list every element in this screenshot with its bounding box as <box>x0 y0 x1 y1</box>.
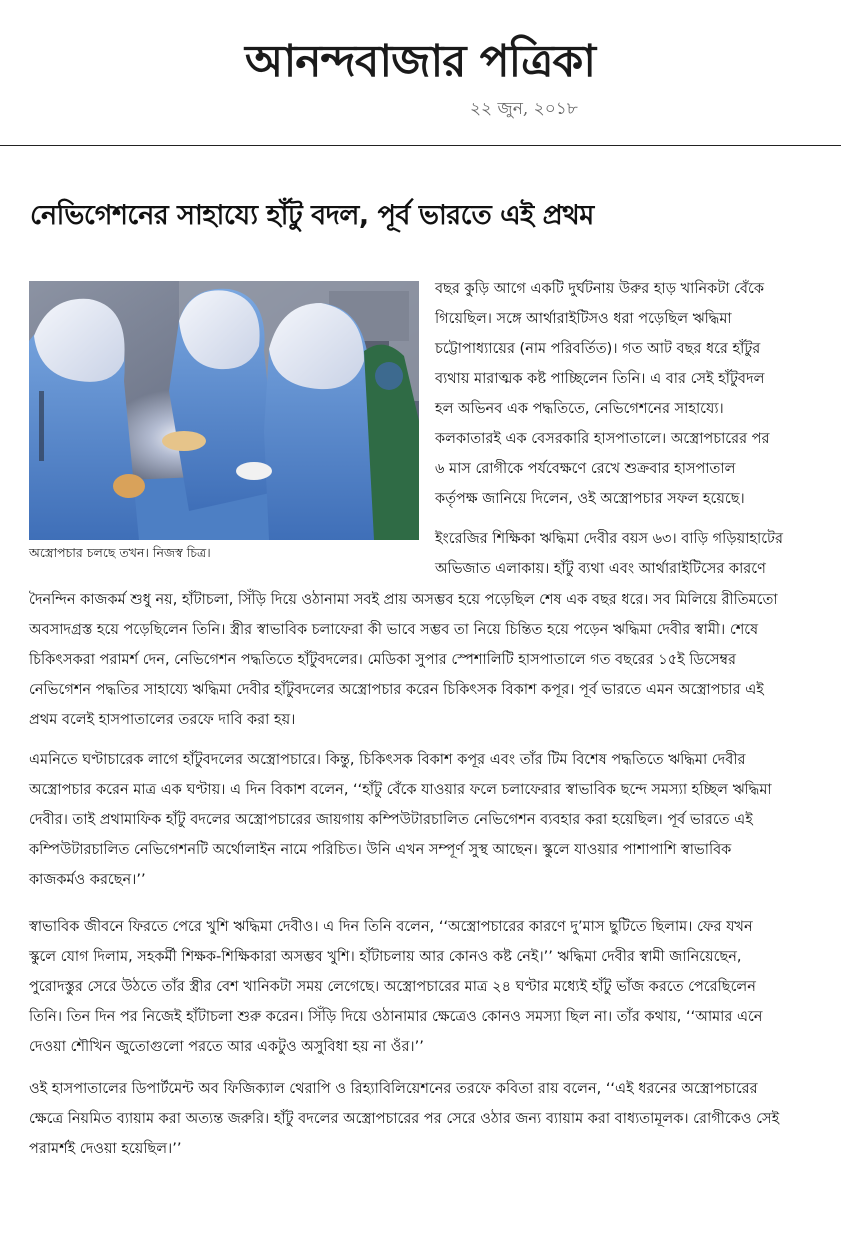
article-paragraph-4 <box>29 912 819 1062</box>
paragraph-line: চিকিৎসকরা পরামর্শ দেন, নেভিগেশন পদ্ধতিতে হাঁটুবদলের। মেডিকা সুপার স্পেশালিটি হাসপাতালে গত বছরের ১৫ই ডিসেম্বর <box>29 652 737 668</box>
paragraph-line: অস্ত্রোপচার করেন মাত্র এক ঘণ্টায়। এ দিন বিকাশ বলেন, ‘‘হাঁটু বেঁকে যাওয়ার ফলে চলাফেরার স্বাভাবিক ছন্দে সমস্যা হচ্ছিল ঋদ্ধিমা <box>29 782 772 798</box>
paragraph-line: কলকাতারই এক বেসরকারি হাসপাতালে। অস্ত্রোপচারের পর <box>435 431 770 447</box>
paragraph-line: ৬ মাস রোগীকে পর্যবেক্ষণে রেখে শুক্রবার হাসপাতাল <box>435 461 736 477</box>
paragraph-line: এমনিতে ঘণ্টাচারেক লাগে হাঁটুবদলের অস্ত্রোপচারে। কিন্তু, চিকিৎসক বিকাশ কপূর এবং তাঁর টিম বিশেষ পদ্ধতিতে ঋদ্ধিমা দেবীর <box>29 752 746 768</box>
paragraph-line: ওই হাসপাতালের ডিপার্টমেন্ট অব ফিজিক্যাল থেরাপি ও রিহ্যাবিলিয়েশনের তরফে কবিতা রায় বলেন, ‘‘এই ধরনের অস্ত্রোপচারের <box>29 1081 758 1097</box>
masthead <box>0 0 841 146</box>
article-paragraph-2-side <box>435 524 820 584</box>
newspaper-logo: আনন্দবাজার পত্রিকা <box>244 36 596 87</box>
paragraph-line: দেওয়া শৌখিন জুতোগুলো পরতে আর একটুও অসুবিধা হয় না ওঁর।’’ <box>29 1039 424 1055</box>
paragraph-line: বছর কুড়ি আগে একটি দুর্ঘটনায় উরুর হাড় খানিকটা বেঁকে <box>435 281 764 297</box>
article-paragraph-5 <box>29 1074 819 1164</box>
article-headline: নেভিগেশনের সাহায্যে হাঁটু বদল, পূর্ব ভারতে এই প্রথম <box>30 200 594 231</box>
paragraph-line: প্রথম বলেই হাসপাতালের তরফে দাবি করা হয়। <box>29 712 296 728</box>
paragraph-line: দৈনন্দিন কাজকর্ম শুধু নয়, হাঁটাচলা, সিঁড়ি দিয়ে ওঠানামা সবই প্রায় অসম্ভব হয়ে পড়েছিল শেষ এক বছর ধরে। সব মিলিয়ে রীতিমতো <box>29 592 778 608</box>
article-paragraph-3 <box>29 745 819 895</box>
photo-caption: অস্ত্রোপচার চলছে তখন। নিজস্ব চিত্র। <box>29 545 211 560</box>
paragraph-line: নেভিগেশন পদ্ধতির সাহায্যে ঋদ্ধিমা দেবীর হাঁটুবদলের অস্ত্রোপচার করেন চিকিৎসক বিকাশ কপূর। পূর্ব ভারতে এমন অস্ত্রোপচার এই <box>29 682 764 698</box>
masthead-divider <box>0 145 841 146</box>
article-paragraph-2 <box>29 585 819 735</box>
paragraph-line: গিয়েছিল। সঙ্গে আর্থারাইটিসও ধরা পড়েছিল ঋদ্ধিমা <box>435 311 732 327</box>
paragraph-line: চট্টোপাধ্যায়ের (নাম পরিবর্তিত)। গত আট বছর ধরে হাঁটুর <box>435 341 761 357</box>
paragraph-line: কাজকর্মও করছেন।’’ <box>29 872 146 888</box>
paragraph-line: পুরোদস্তুর সেরে উঠতে তাঁর স্ত্রীর বেশ খানিকটা সময় লেগেছে। অস্ত্রোপচারের মাত্র ২৪ ঘণ্টার মধ্যেই হাঁটু ভাঁজ করতে পেরেছিলেন <box>29 979 756 995</box>
paragraph-line: কর্তৃপক্ষ জানিয়ে দিলেন, ওই অস্ত্রোপচার সফল হয়েছে। <box>435 491 745 507</box>
paragraph-line: হল অভিনব এক পদ্ধতিতে, নেভিগেশনের সাহায্যে। <box>435 401 724 417</box>
paragraph-line: ব্যথায় মারাত্মক কষ্ট পাচ্ছিলেন তিনি। এ বার সেই হাঁটুবদল <box>435 371 765 387</box>
paragraph-line: তিনি। তিন দিন পর নিজেই হাঁটাচলা শুরু করেন। সিঁড়ি দিয়ে ওঠানামার ক্ষেত্রেও কোনও সমস্যা ছিল না। তাঁর কথায়, ‘‘আমার এনে <box>29 1009 763 1025</box>
paragraph-line: কম্পিউটারচালিত নেভিগেশনটি অর্থোলাইন নামে পরিচিত। উনি এখন সম্পূর্ণ সুস্থ আছেন। স্কুলে যাওয়ার পাশাপাশি স্বাভাবিক <box>29 842 732 858</box>
paragraph-line: দেবীর। তাই প্রথামাফিক হাঁটু বদলের অস্ত্রোপচারের জায়গায় কম্পিউটারচালিত নেভিগেশন ব্যবহার করা হয়েছিল। পূর্ব ভারতে এই <box>29 812 753 828</box>
paragraph-line: ক্ষেত্রে নিয়মিত ব্যায়াম করা অত্যন্ত জরুরি। হাঁটু বদলের অস্ত্রোপচারের পর সেরে ওঠার জন্য ব্যায়াম করা বাধ্যতামূলক। রোগীকেও সেই <box>29 1111 780 1127</box>
article-photo <box>29 281 419 540</box>
paragraph-line: অভিজাত এলাকায়। হাঁটু ব্যথা এবং আর্থারাইটিসের কারণে <box>435 561 766 577</box>
article-paragraph-1 <box>435 274 820 514</box>
paragraph-line: পরামর্শই দেওয়া হয়েছিল।’’ <box>29 1141 182 1157</box>
surgery-photo-image <box>29 281 419 540</box>
paragraph-line: ইংরেজির শিক্ষিকা ঋদ্ধিমা দেবীর বয়স ৬৩। বাড়ি গড়িয়াহাটের <box>435 531 783 547</box>
paragraph-line: অবসাদগ্রস্ত হয়ে পড়েছিলেন তিনি। স্ত্রীর স্বাভাবিক চলাফেরা কী ভাবে সম্ভব তা নিয়ে চিন্তিত হয়ে পড়েন ঋদ্ধিমা দেবীর স্বামী। শেষে <box>29 622 759 638</box>
publication-date: ২২ জুন, ২০১৮ <box>470 99 578 119</box>
paragraph-line: স্বাভাবিক জীবনে ফিরতে পেরে খুশি ঋদ্ধিমা দেবীও। এ দিন তিনি বলেন, ‘‘অস্ত্রোপচারের কারণে দু’মাস ছুটিতে ছিলাম। ফের যখন <box>29 919 753 935</box>
paragraph-line: স্কুলে যোগ দিলাম, সহকর্মী শিক্ষক-শিক্ষিকারা অসম্ভব খুশি। হাঁটাচলায় আর কোনও কষ্ট নেই।’’ ঋদ্ধিমা দেবীর স্বামী জানিয়েছেন, <box>29 949 742 965</box>
